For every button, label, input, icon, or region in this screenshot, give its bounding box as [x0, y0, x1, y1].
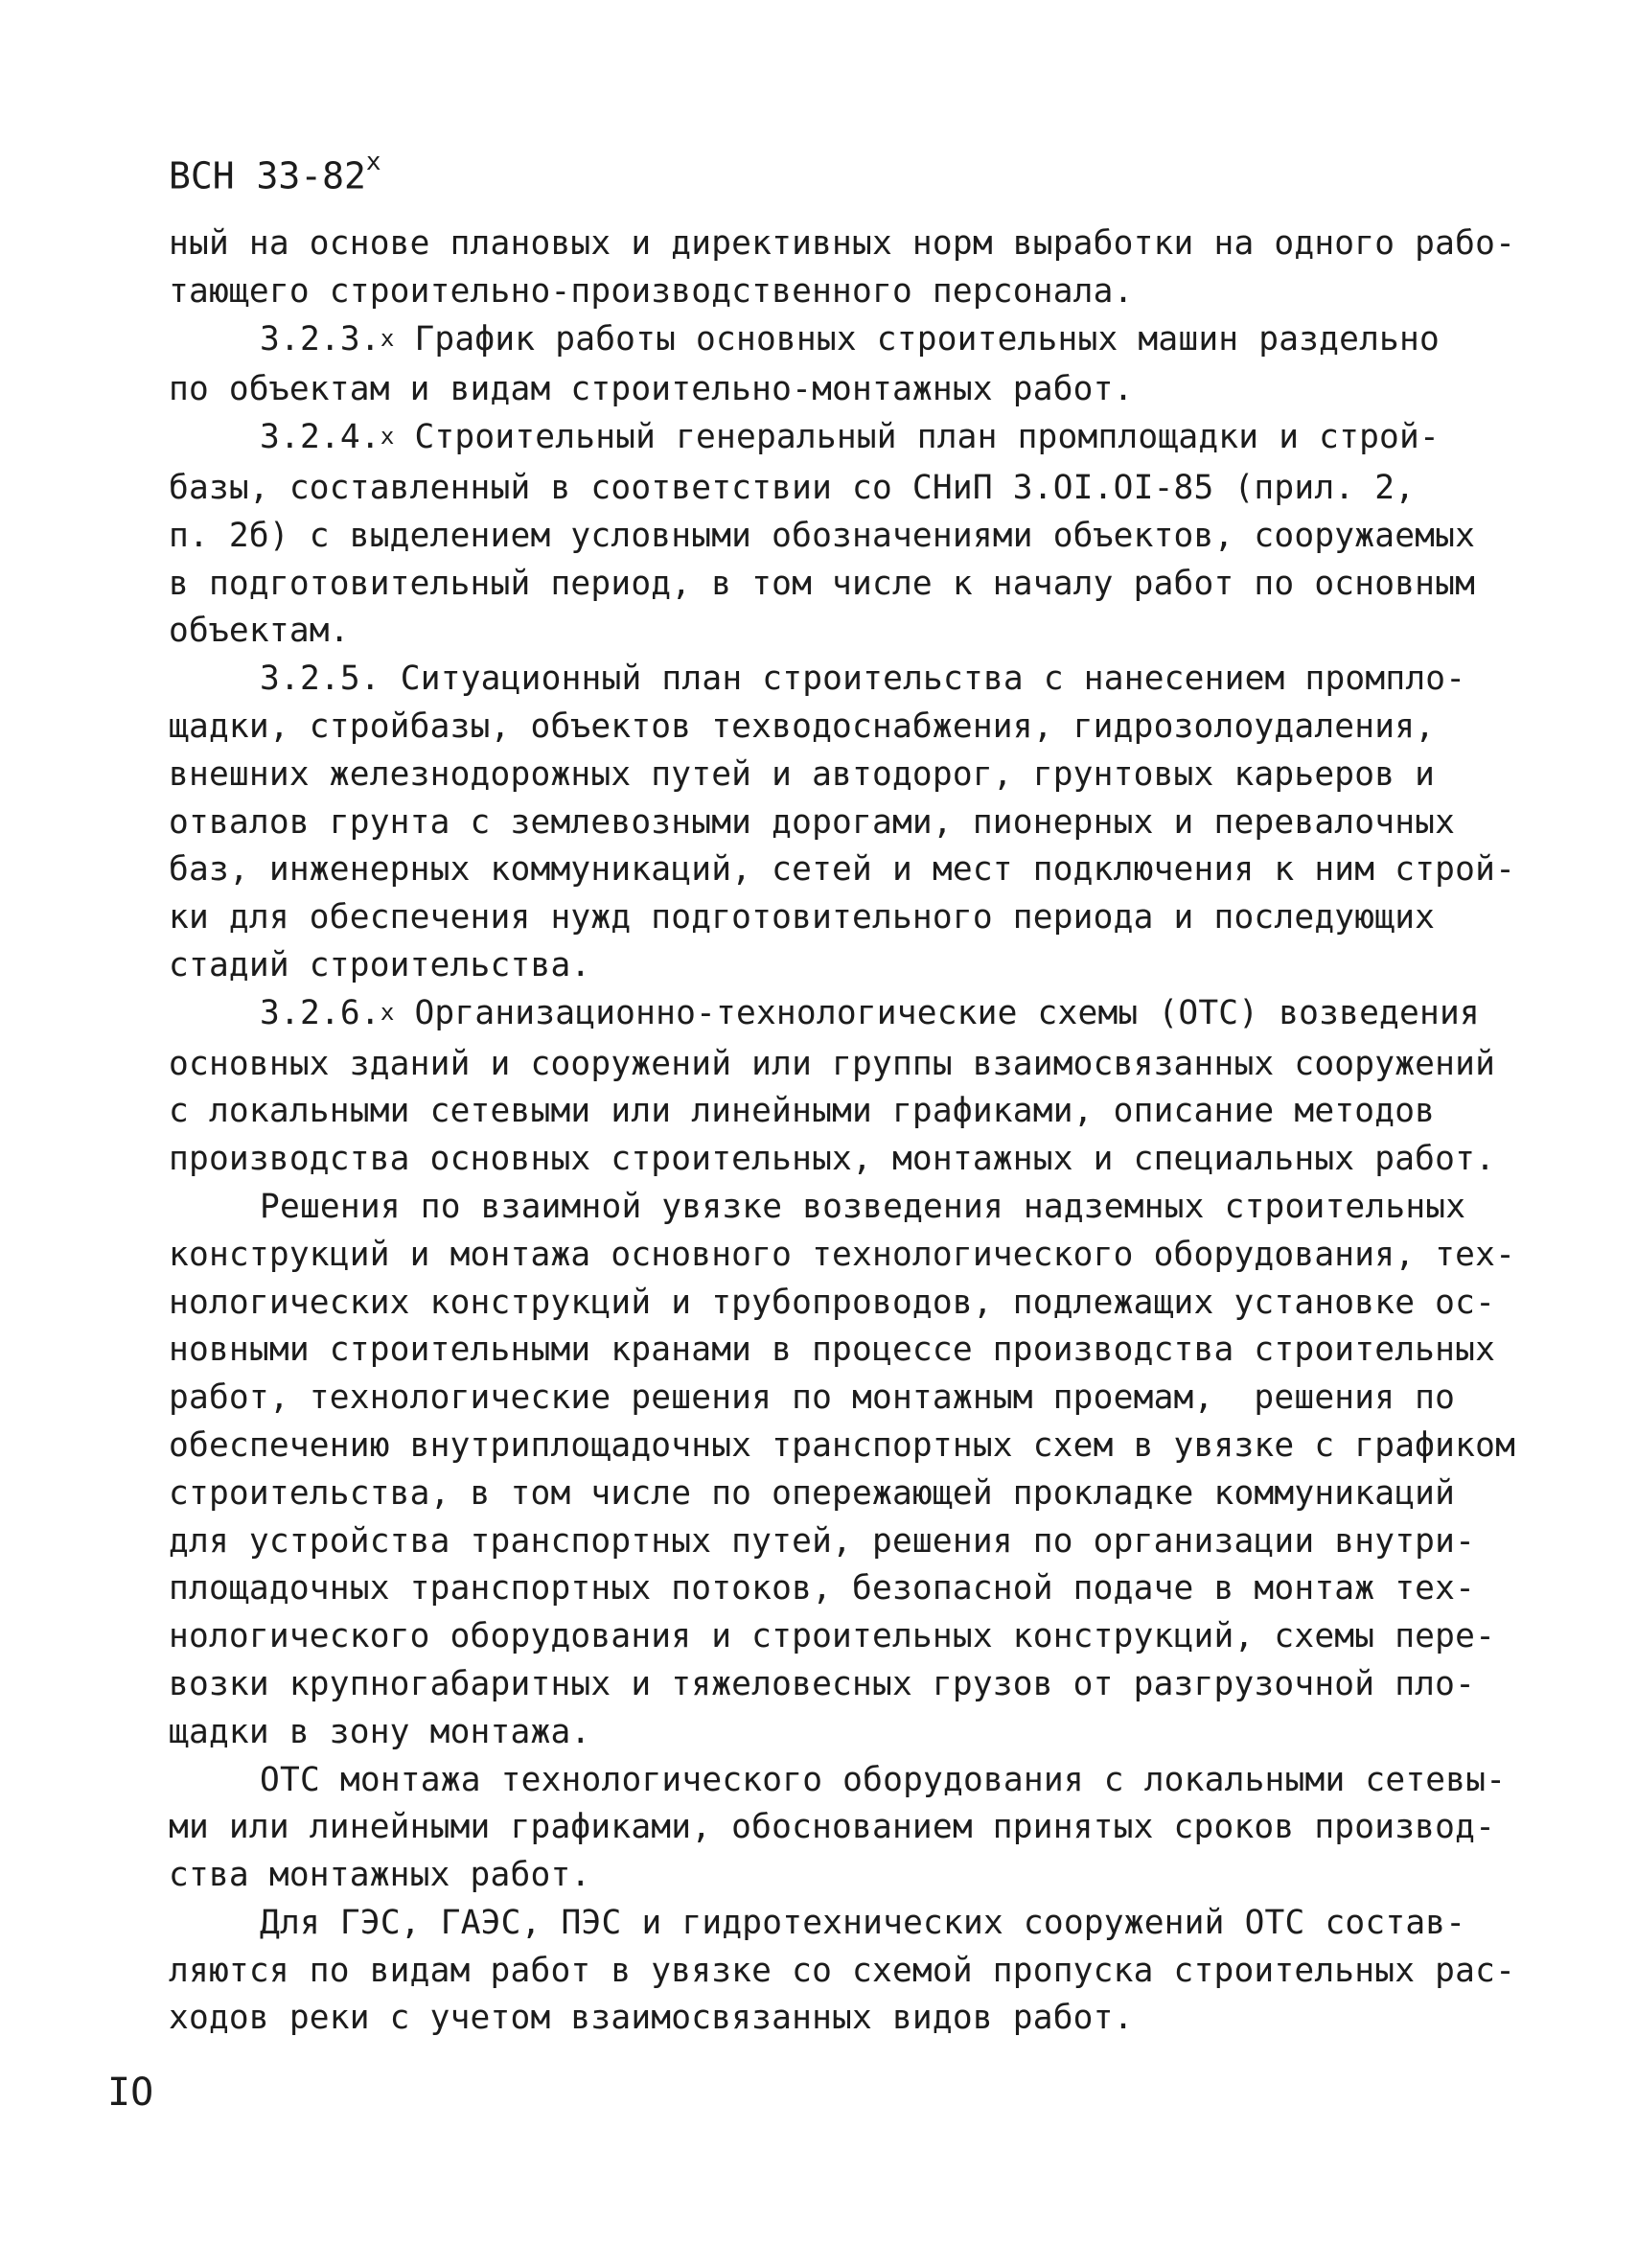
clause-number: 3.2.5. — [260, 660, 380, 699]
line-text: Организационно-технологические схемы (ОТС) возведения — [394, 993, 1480, 1032]
text-line: Решения по взаимной увязке возведения надземных строительных — [260, 1187, 1466, 1226]
paragraph-3-2-4 — [169, 414, 1491, 656]
text-line: строительства, в том числе по опережающей прокладке коммуникаций — [169, 1473, 1456, 1513]
text-line: объектам. — [169, 612, 350, 651]
text-line: отвалов грунта с землевозными дорогами, пионерных и перевалочных — [169, 802, 1456, 842]
text-line: внешних железнодорожных путей и автодорог, грунтовых карьеров и — [169, 754, 1436, 794]
line-text: Строительный генеральный план промплощадки и строй- — [394, 418, 1440, 457]
text-line: ный на основе плановых и директивных норм выработки на одного рабо- — [169, 224, 1516, 263]
paragraph-decisions — [169, 1184, 1516, 1757]
clause-number: 3.2.6. — [260, 993, 380, 1032]
text-line: ходов реки с учетом взаимосвязанных видов работ. — [169, 1999, 1134, 2038]
text-line: щадки в зону монтажа. — [169, 1712, 591, 1751]
text-line: возки крупногабаритных и тяжеловесных грузов от разгрузочной пло- — [169, 1664, 1476, 1703]
text-line: с локальными сетевыми или линейными графиками, описание методов — [169, 1092, 1436, 1131]
clause-superscript: x — [380, 423, 395, 451]
text-line — [169, 990, 1491, 1041]
text-line: обеспечению внутриплощадочных транспортных схем в увязке с графиком — [169, 1425, 1516, 1465]
text-line: баз, инженерных коммуникаций, сетей и мест подключения к ним строй- — [169, 850, 1516, 890]
text-line: новными строительными кранами в процессе производства строительных — [169, 1331, 1496, 1370]
text-line: конструкций и монтажа основного технологического оборудования, тех- — [169, 1235, 1516, 1274]
text-line — [169, 656, 1491, 704]
document-body — [169, 220, 1516, 2043]
text-line: ми или линейными графиками, обоснованием принятых сроков производ- — [169, 1808, 1496, 1847]
text-line: тающего строительно-производственного персонала. — [169, 271, 1134, 311]
line-text: График работы основных строительных машин раздельно — [394, 319, 1440, 359]
text-line: площадочных транспортных потоков, безопасной подаче в монтаж тех- — [169, 1569, 1476, 1608]
paragraph-ots-equipment — [169, 1757, 1507, 1900]
text-line: стадий строительства. — [169, 945, 591, 984]
text-line: п. 2б) с выделением условными обозначениями объектов, сооружаемых — [169, 516, 1476, 555]
clause-number: 3.2.3. — [260, 319, 380, 359]
clause-superscript: x — [380, 998, 395, 1026]
text-line: в подготовительный период, в том числе к началу работ по основным — [169, 564, 1476, 603]
paragraph-hydro — [169, 1900, 1516, 2043]
page-number: IO — [107, 2071, 154, 2115]
text-line: по объектам и видам строительно-монтажных работ. — [169, 370, 1134, 409]
text-line: базы, составленный в соответствии со СНиП 3.OI.OI-85 (прил. 2, — [169, 468, 1416, 507]
text-line: основных зданий и сооружений или группы взаимосвязанных сооружений — [169, 1044, 1496, 1083]
document-code: ВСН 33-82 — [169, 154, 366, 197]
text-line: для устройства транспортных путей, решения по организации внутри- — [169, 1521, 1476, 1561]
paragraph-continuation — [169, 220, 1516, 316]
document-header — [169, 148, 381, 197]
text-line: производства основных строительных, монтажных и специальных работ. — [169, 1140, 1496, 1179]
text-line — [169, 414, 1491, 465]
paragraph-3-2-5 — [169, 656, 1516, 990]
text-line: Для ГЭС, ГАЭС, ПЭС и гидротехнических сооружений ОТС состав- — [260, 1903, 1466, 1942]
text-line: ства монтажных работ. — [169, 1856, 591, 1895]
clause-number: 3.2.4. — [260, 418, 380, 457]
paragraph-3-2-6 — [169, 990, 1496, 1184]
clause-superscript: x — [380, 324, 395, 352]
text-line: ляются по видам работ в увязке со схемой пропуска строительных рас- — [169, 1951, 1516, 1990]
line-text: Ситуационный план строительства с нанесением промпло- — [380, 660, 1466, 699]
paragraph-3-2-3 — [169, 316, 1491, 415]
text-line: ки для обеспечения нужд подготовительного периода и последующих — [169, 898, 1436, 937]
text-line: щадки, стройбазы, объектов техводоснабжения, гидрозолоудаления, — [169, 706, 1436, 746]
text-line — [169, 316, 1491, 367]
text-line: работ, технологические решения по монтажным проемам, решения по — [169, 1378, 1456, 1418]
text-line: нологического оборудования и строительных конструкций, схемы пере- — [169, 1617, 1496, 1656]
text-line: ОТС монтажа технологического оборудования с локальными сетевы- — [260, 1760, 1507, 1799]
document-code-superscript: x — [365, 148, 381, 176]
text-line: нологических конструкций и трубопроводов, подлежащих установке ос- — [169, 1283, 1496, 1322]
